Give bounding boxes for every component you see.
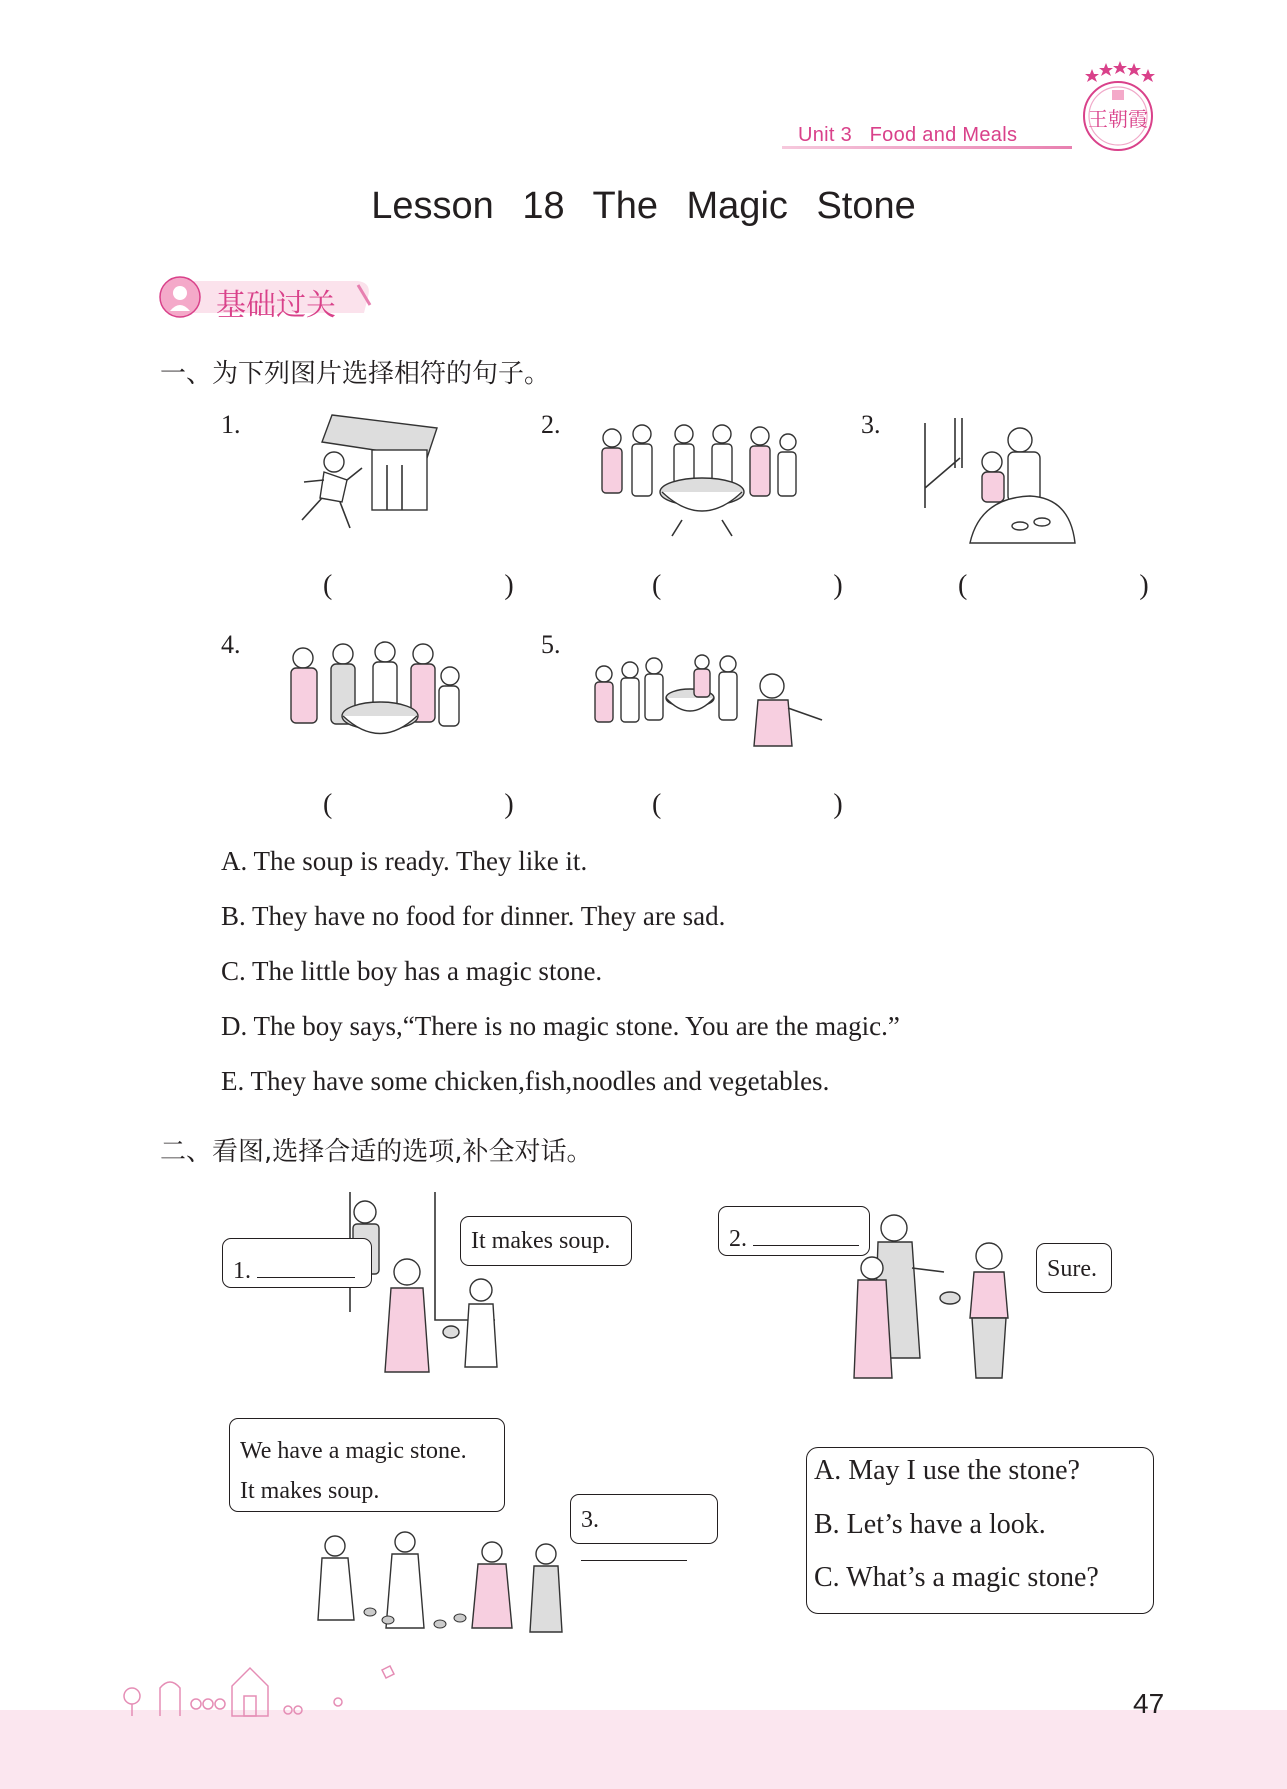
header-rule (782, 146, 1072, 149)
item-2-number: 2. (541, 410, 561, 439)
option-a: A. The soup is ready. They like it. (221, 846, 588, 876)
item-3-number: 3. (861, 410, 881, 439)
item-1-number: 1. (221, 410, 241, 439)
answer-paren-3[interactable]: ( ) (958, 570, 1149, 601)
scene-1-blank-bubble[interactable]: 1. (222, 1238, 372, 1288)
picture-1-boy-falling (292, 410, 442, 540)
picture-4-people-eating-soup (275, 636, 465, 761)
scene-3-speech-bubble: We have a magic stone. It makes soup. (229, 1418, 505, 1512)
scene-1-reply-bubble: It makes soup. (460, 1216, 632, 1266)
picture-5-boy-explains (582, 648, 834, 754)
section-badge-text: 基础过关 (216, 288, 336, 323)
scene-2-illustration (842, 1208, 1042, 1388)
choice-b: B. Let’s have a look. (814, 1509, 1046, 1540)
answer-paren-1[interactable]: ( ) (323, 570, 514, 601)
choice-c: C. What’s a magic stone? (814, 1562, 1099, 1593)
logo-text: 王朝霞 (1088, 107, 1148, 131)
scene-3-illustration (300, 1528, 572, 1640)
unit-label: Unit 3 Food and Meals (798, 124, 1018, 146)
page-number: 47 (1133, 1688, 1165, 1719)
item-4-number: 4. (221, 630, 241, 659)
footer-decoration-icon (120, 1648, 400, 1718)
scene-2-blank-bubble[interactable]: 2. (718, 1206, 870, 1256)
item-5-number: 5. (541, 630, 561, 659)
picture-2-people-around-pot (592, 420, 804, 540)
option-b: B. They have no food for dinner. They are sad. (221, 901, 726, 931)
part1-heading: 一、为下列图片选择相符的句子。 (160, 359, 551, 389)
footer-band (0, 1710, 1287, 1789)
option-e: E. They have some chicken,fish,noodles and vegetables. (221, 1066, 830, 1096)
scene-2-reply-bubble: Sure. (1036, 1243, 1112, 1293)
scene-1-blank[interactable] (257, 1251, 355, 1278)
option-d: D. The boy says,“There is no magic stone. You are the magic.” (221, 1011, 900, 1041)
picture-3-family-at-table (920, 418, 1078, 546)
answer-paren-4[interactable]: ( ) (323, 789, 514, 820)
answer-paren-2[interactable]: ( ) (652, 570, 843, 601)
publisher-logo (1072, 60, 1164, 156)
option-c: C. The little boy has a magic stone. (221, 956, 603, 986)
page-title: Lesson 18 The Magic Stone (371, 185, 916, 227)
choice-a: A. May I use the stone? (814, 1455, 1080, 1486)
scene-3-blank[interactable] (581, 1534, 687, 1561)
answer-paren-5[interactable]: ( ) (652, 789, 843, 820)
part2-heading: 二、看图,选择合适的选项,补全对话。 (160, 1137, 593, 1167)
scene-2-blank[interactable] (753, 1219, 859, 1246)
scene-3-blank-bubble[interactable]: 3. (570, 1494, 718, 1544)
